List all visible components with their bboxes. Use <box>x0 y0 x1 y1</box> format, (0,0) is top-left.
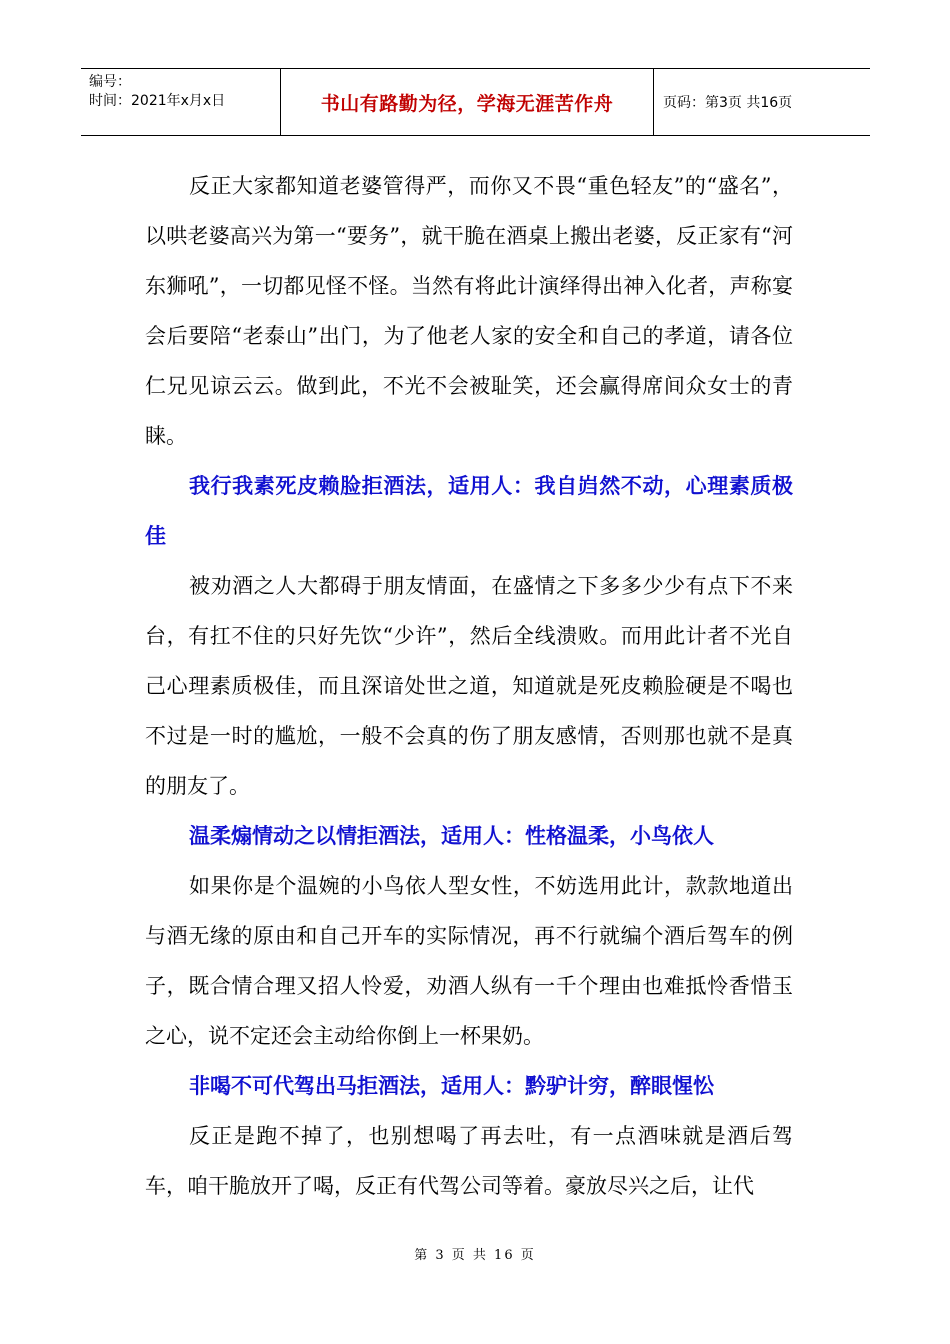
body-paragraph: 反正是跑不掉了，也别想喝了再去吐，有一点酒味就是酒后驾车，咱干脆放开了喝，反正有代驾公司等着。豪放尽兴之后，让代 <box>145 1124 793 1198</box>
header-motto: 书山有路勤为径，学海无涯苦作舟 <box>281 69 654 135</box>
section-heading: 我行我素死皮赖脸拒酒法，适用人：我自岿然不动，心理素质极佳 <box>145 473 793 548</box>
section-heading: 非喝不可代驾出马拒酒法，适用人：黔驴计穷，醉眼惺忪 <box>189 1073 714 1098</box>
body-paragraph: 反正大家都知道老婆管得严，而你又不畏“重色轻友”的“盛名”，以哄老婆高兴为第一“要务”，就干脆在酒桌上搬出老婆，反正家有“河东狮吼”，一切都见怪不怪。当然有将此计演绎得出神入化者，声称宴会后要陪“老泰山”出门，为了他老人家的安全和自己的孝道，请各位仁兄见谅云云。做到此，不光不会被耻笑，还会赢得席间众女士的青睐。 <box>145 174 793 448</box>
header-table <box>81 68 870 136</box>
header-page-label: 页码：第3页 共16页 <box>663 95 793 111</box>
time-label: 时间：2021年x月x日 <box>89 93 226 109</box>
body-paragraph: 如果你是个温婉的小鸟依人型女性，不妨选用此计，款款地道出与酒无缘的原由和自己开车的实际情况，再不行就编个酒后驾车的例子，既合情合理又招人怜爱，劝酒人纵有一千个理由也难抵怜香惜玉之心，说不定还会主动给你倒上一杯果奶。 <box>145 874 793 1048</box>
document-body <box>145 161 793 1211</box>
section-heading: 温柔煽情动之以情拒酒法，适用人：性格温柔，小鸟依人 <box>189 823 714 848</box>
body-paragraph: 被劝酒之人大都碍于朋友情面，在盛情之下多多少少有点下不来台，有扛不住的只好先饮“少许”，然后全线溃败。而用此计者不光自己心理素质极佳，而且深谙处世之道，知道就是死皮赖脸硬是不喝也不过是一时的尴尬，一般不会真的伤了朋友感情，否则那也就不是真的朋友了。 <box>145 574 793 798</box>
number-label: 编号： <box>89 74 131 90</box>
page-footer: 第 3 页 共 16 页 <box>414 1248 536 1263</box>
header-meta-cell <box>81 69 281 135</box>
